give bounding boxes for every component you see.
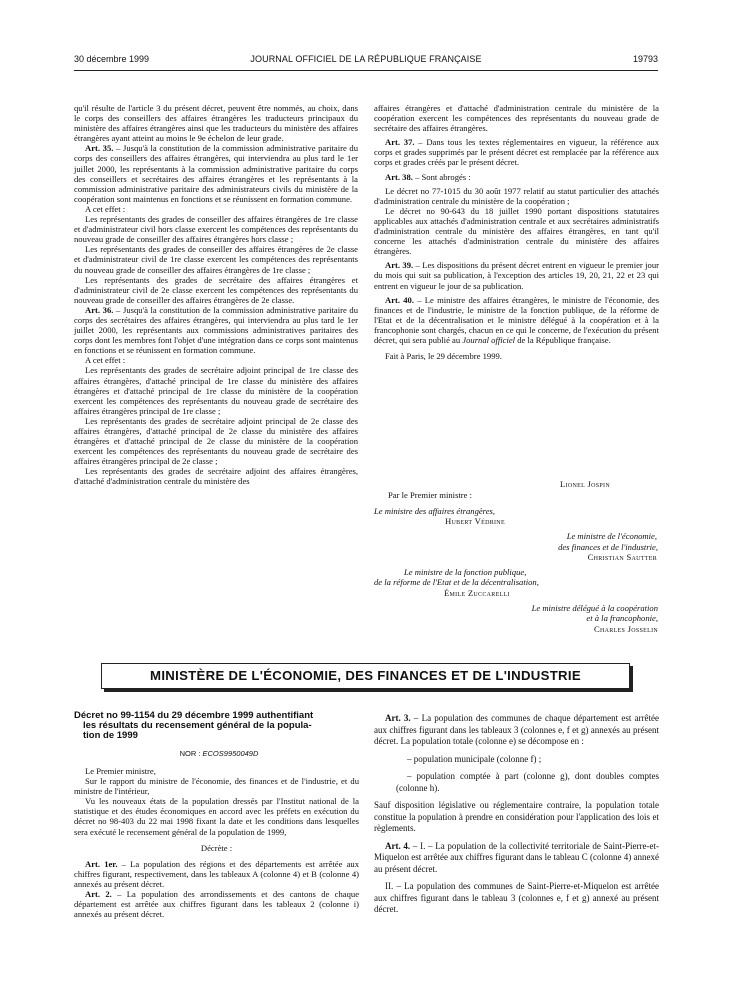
decrete-heading: Décrète : (200, 842, 233, 853)
article-label: Art. 1er. (85, 858, 118, 869)
signature-zuccarelli: Émile Zuccarelli (444, 588, 510, 598)
signature-title: Le ministre de la fonction publique, (404, 567, 527, 577)
article-text: – Sont abrogés : (412, 171, 471, 182)
paragraph: Le décret no 77-1015 du 30 août 1977 relatif au statut particulier des attachés d'administration centrale du ministère de la coopération ; (374, 185, 659, 206)
signature-vedrine: Hubert Védrine (445, 516, 505, 526)
paragraph: Les représentants des grades de secrétaire adjoint principal de 2e classe des affaires étrangères, d'attaché principal de 2e classe du ministère des affaires étrangères et d'attaché principal de 2e classe du ministère de la coopération exercent les compétences des représentants du nouveau grade de secrétaire des affaires étrangères principal de 2e classe ; (74, 415, 358, 467)
list-item: – population municipale (colonne f) ; (407, 753, 542, 764)
signature-josselin: Charles Josselin (593, 624, 658, 634)
ministry-banner: MINISTÈRE DE L'ÉCONOMIE, DES FINANCES ET DE L'INDUSTRIE (101, 663, 630, 689)
article-text: – La population des arrondissements et des cantons de chaque département est arrêtée aux chiffres figurant dans les tableaux 2 (colonne i) annexés au présent décret. (74, 889, 360, 920)
running-header (74, 54, 658, 70)
column-left-bottom (74, 766, 359, 919)
column-left-top (74, 103, 358, 487)
column-right-bottom (374, 713, 659, 916)
article-text: de la République française. (515, 334, 611, 345)
signature-title: et à la francophonie, (586, 613, 658, 623)
article-label: Art. 38. (385, 171, 413, 182)
article-text: – Le ministre des affaires étrangères, le ministre de l'économie, des finances et de l'industrie, le ministre de la fonction publique, de la réforme de l'Etat et de la décentralisation et le ministre délégué à la coopération et à la francophonie sont chargés, chacun en ce qui le concerne, de l'exécution du présent décret, qui sera publié au (374, 294, 660, 345)
article-label: Art. 40. (385, 294, 415, 305)
article-text: – I. – La population de la collectivité territoriale de Saint-Pierre-et-Miquelon est arrêtée aux chiffres figurant dans le tableau C (colonne 4) annexé au présent décret. (374, 840, 659, 874)
paragraph: Sur le rapport du ministre de l'économie, des finances et de l'industrie, et du ministre de l'intérieur, (74, 776, 359, 797)
article-39 (374, 260, 659, 290)
article-label: Art. 35. (85, 143, 114, 154)
journal-officiel-ref: Journal officiel (462, 334, 516, 345)
par-premier-ministre: Par le Premier ministre : (388, 490, 473, 500)
paragraph: Sauf disposition législative ou réglementaire contraire, la population totale constitue la population à prendre en considération pour l'application des lois et règlements. (374, 800, 659, 833)
list-item: – population comptée à part (colonne g), dont doubles comptes (colonne h). (396, 771, 659, 793)
paragraph: Les représentants des grades de secrétaire adjoint des affaires étrangères, d'attaché d'administration centrale du ministère des (74, 466, 358, 487)
paragraph: affaires étrangères et d'attaché d'administration centrale du ministère de la coopération exercent les compétences des représentants du nouveau grade de secrétaire des affaires étrangères. (374, 103, 659, 134)
signature-title: Le ministre de l'économie, (566, 531, 657, 541)
decree-title-line: Décret no 99-1154 du 29 décembre 1999 authentifiant (74, 710, 314, 721)
paragraph: A cet effet : (85, 355, 126, 366)
article-35 (74, 143, 358, 204)
article-text: – Les dispositions du présent décret entrent en vigueur le premier jour du mois qui suit sa publication, à l'exception des articles 19, 20, 21, 22 et 23 qui entrent en vigueur le jour de sa publication. (374, 260, 659, 291)
paragraph: Les représentants des grades de conseiller des affaires étrangères de 1re classe et d'administrateur civil hors classe exercent les compétences des représentants du nouveau grade de conseiller des affaires étrangères hors classe ; (74, 214, 358, 245)
paragraph: qu'il résulte de l'article 3 du présent décret, peuvent être nommés, au choix, dans le corps des conseillers des affaires étrangères les traducteurs principaux du ministère des affaires étrangères ainsi que les traducteurs du ministère des affaires étrangères ayant atteint au moins le 9e échelon de leur grade. (74, 103, 358, 144)
article-37 (374, 137, 659, 167)
article-4 (374, 841, 659, 876)
article-label: Art. 37. (385, 137, 415, 148)
article-36 (74, 305, 358, 355)
article-38 (374, 172, 659, 182)
nor-reference: NOR : ECOS9950049D (179, 749, 259, 758)
paragraph: Les représentants des grades de conseiller des affaires étrangères de 2e classe et d'administrateur civil de 1re classe exercent les compétences des représentants du nouveau grade de conseiller des affaires étrangères de 1re classe ; (74, 244, 358, 275)
article-label: Art. 4. (385, 840, 411, 851)
article-label: Art. 2. (85, 889, 112, 900)
article-3 (374, 713, 659, 748)
article-text: – Jusqu'à la constitution de la commission administrative paritaire du corps des conseillers des affaires étrangères, qui interviendra au plus tard le 1er juillet 2000, les représentants à la commission administrative paritaire du corps des conseillers et secrétaires des affaires étrangères et les représentants à la commission administrative paritaire des administrateurs civils du ministère de la coopération sont maintenus en fonctions et se réunissent en formation commune. (74, 143, 358, 204)
header-rule (74, 70, 658, 71)
signature-title: des finances et de l'industrie, (558, 542, 658, 552)
paragraph: Vu les nouveaux états de la population dressés par l'Institut national de la statistique et des études économiques en accord avec les préfets en exécution du décret no 98-403 du 22 mai 1998 fixant la date et les conditions dans lesquelles sera exécuté le recensement général de la population de 1999, (74, 796, 359, 837)
article-label: Art. 39. (385, 260, 414, 271)
article-text: – Dans tous les textes réglementaires en vigueur, la référence aux corps et grades supprimés par le présent décret est remplacée par la référence aux corps et grades créés par le présent décret. (374, 137, 659, 168)
decree-title-line: tion de 1999 (83, 730, 138, 742)
paragraph: II. – La population des communes de Saint-Pierre-et-Miquelon est arrêtée aux chiffres figurant dans le tableau 3 (colonnes e, f et g) annexé au présent décret. (374, 881, 659, 914)
signature-title: Le ministre délégué à la coopération (531, 603, 658, 613)
paragraph: Les représentants des grades de secrétaire des affaires étrangères et d'administrateur civil de 2e classe exercent les compétences des représentants du nouveau grade de conseiller des affaires étrangères de 2e classe. (74, 274, 358, 305)
header-page-number: 19793 (632, 54, 658, 64)
decree-title-line: les résultats du recensement général de la popula- (83, 720, 312, 732)
paragraph: Le décret no 90-643 du 18 juillet 1990 portant dispositions statutaires applicables aux attachés d'administration centrale et aux secrétaires administratifs d'administration centrale du ministère des affaires étrangères, en tant qu'il concerne les attachés d'administration centrale du ministère des affaires étrangères. (374, 205, 659, 257)
signature-title: Le ministre des affaires étrangères, (374, 506, 496, 516)
article-label: Art. 3. (385, 713, 411, 723)
article-40 (374, 295, 659, 345)
column-right-top (374, 103, 659, 361)
decree-title (74, 711, 364, 742)
signature-jospin: Lionel Jospin (560, 479, 610, 489)
paragraph: A cet effet : (85, 203, 126, 214)
header-date: 30 décembre 1999 (74, 54, 150, 64)
signature-sautter: Christian Sautter (587, 552, 657, 562)
header-journal-title: JOURNAL OFFICIEL DE LA RÉPUBLIQUE FRANÇAISE (250, 54, 482, 64)
article-1 (74, 859, 359, 889)
article-text: – Jusqu'à la constitution de la commission administrative paritaire du corps des secrétaires des affaires étrangères, qui interviendra au plus tard le 1er juillet 2000, les représentants aux commissions administratives paritaires des corps dont les membres font l'objet d'une intégration dans ce corps sont maintenus en fonctions et se réunissent en formation commune. (74, 304, 358, 356)
signature-date: Fait à Paris, le 29 décembre 1999. (385, 351, 502, 362)
article-label: Art. 36. (85, 304, 114, 315)
signature-title: de la réforme de l'Etat et de la décentralisation, (374, 577, 539, 587)
article-2 (74, 889, 359, 919)
paragraph: Le Premier ministre, (85, 766, 156, 776)
article-text: – La population des régions et des départements est arrêtée aux chiffres figurant, respectivement, dans les tableaux A (colonne 4) et B (colonne 4) annexés au présent décret. (74, 858, 359, 889)
paragraph: Les représentants des grades de secrétaire adjoint principal de 1re classe des affaires étrangères, d'attaché principal de 1re classe du ministère des affaires étrangères et d'attaché principal de 1re classe du ministère de la coopération exercent les compétences des représentants du nouveau grade de secrétaire des affaires étrangères principal de 1re classe ; (74, 365, 358, 416)
article-text: – La population des communes de chaque département est arrêtée aux chiffres figurant dans les tableaux 3 (colonnes e, f et g) annexés au présent décret. La population totale (colonne e) se décompose en : (374, 713, 659, 746)
